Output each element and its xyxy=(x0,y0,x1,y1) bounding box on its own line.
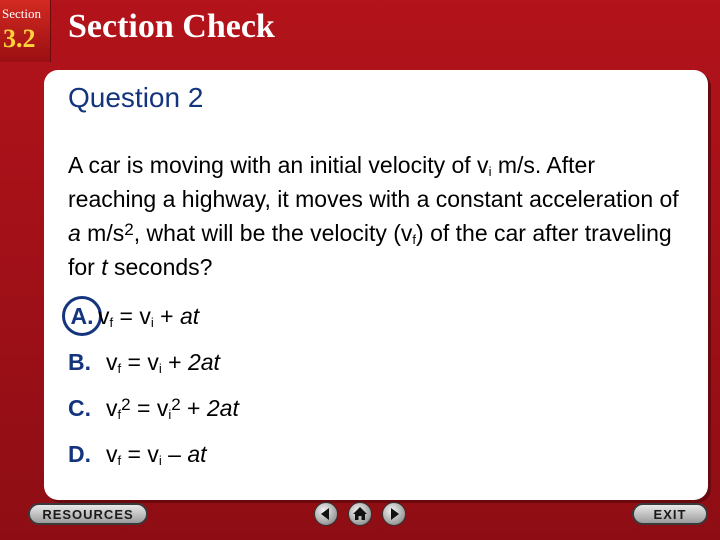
section-word: Section xyxy=(2,6,41,21)
section-badge xyxy=(0,0,51,62)
answer-formula-b: $v_f = v_i + 2at$ xyxy=(106,348,220,376)
answer-formula-d: $v_f = v_i$ – at xyxy=(106,440,207,468)
question-text: A car is moving with an initial velocity of $v_i$ m/s. After reaching a highway, it moves with a constant acceleration of a $m/s^2$, what will be the velocity $(v_f)$ of the car after traveling for t seconds? xyxy=(68,152,679,280)
arrow-left-icon xyxy=(315,503,337,525)
answer-letter-c: C. xyxy=(68,394,91,421)
answer-formula-a: $v_f = v_i$ + at xyxy=(98,302,200,330)
previous-button[interactable] xyxy=(314,502,338,526)
resources-button[interactable]: RESOURCES xyxy=(28,503,148,525)
page-title: Section Check xyxy=(68,8,275,45)
answer-letter-d: D. xyxy=(68,440,91,467)
arrow-right-icon xyxy=(383,503,405,525)
home-icon xyxy=(349,503,371,525)
section-number: 3.2 xyxy=(3,24,36,53)
next-button[interactable] xyxy=(382,502,406,526)
question-title: Question 2 xyxy=(68,82,204,113)
answer-option-d[interactable] xyxy=(68,434,207,474)
answer-letter-b: B. xyxy=(68,348,91,375)
home-button[interactable] xyxy=(348,502,372,526)
answer-formula-c: $v_f^2 = v_i^2 + 2at$ xyxy=(106,394,239,422)
answer-option-a[interactable] xyxy=(68,296,199,336)
exit-button[interactable]: EXIT xyxy=(632,503,708,525)
answer-letter-a: A. xyxy=(62,296,102,336)
answer-option-b[interactable] xyxy=(68,342,220,382)
answer-option-c[interactable] xyxy=(68,388,239,428)
